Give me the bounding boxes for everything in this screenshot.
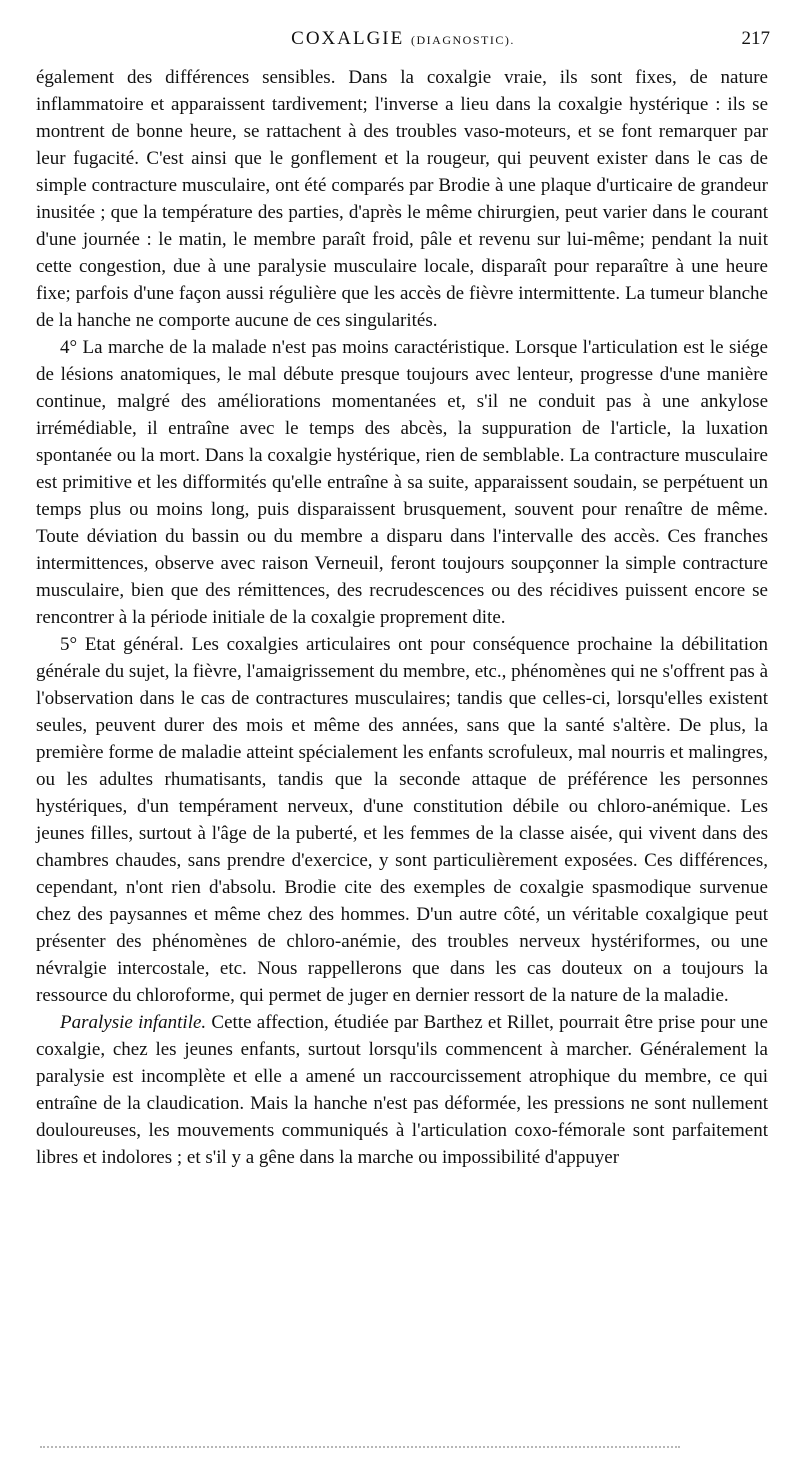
paragraph-paralysie-infantile xyxy=(36,1009,768,1171)
running-title-main: COXALGIE xyxy=(291,28,405,49)
paragraph-point-4-number: 4° xyxy=(60,337,83,358)
paragraph-continuation-text: également des différences sensibles. Dans la coxalgie vraie, ils sont fixes, de nature inflammatoire et apparaissent tardivement; l'inverse a lieu dans la coxalgie hystérique : ils se montrent de bonne heure, se rattachent à des troubles vaso-moteurs, et se font remarquer par leur fugacité. C'est ainsi que le gonflement et la rougeur, qui peuvent exister dans le cas de simple contracture musculaire, ont été comparés par Brodie à une plaque d'urticaire de grandeur inusitée ; que la température des parties, d'après le même chirurgien, peut varier dans le courant d'une journée : le matin, le membre paraît froid, pâle et revenu sur lui-même; pendant la nuit cette congestion, due à une paralysie musculaire locale, disparaît pour reparaître à une heure fixe; parfois d'une façon aussi régulière que les accès de fièvre intermittente. La tumeur blanche de la hanche ne comporte aucune de ces singularités. xyxy=(36,67,768,331)
running-title-subtitle: (DIAGNOSTIC). xyxy=(411,33,515,47)
running-title xyxy=(36,28,770,50)
section-heading-paralysie-infantile: Paralysie infantile. xyxy=(60,1012,207,1033)
paragraph-continuation xyxy=(36,64,768,334)
paragraph-point-5 xyxy=(36,631,768,1009)
running-header xyxy=(36,28,770,58)
paragraph-point-4-text: La marche de la malade n'est pas moins caractéristique. Lorsque l'articulation est le siége de lésions anatomiques, le mal débute presque toujours avec lenteur, progresse d'une manière continue, malgré des améliorations momentanées et, s'il ne conduit pas à une ankylose irrémédiable, il entraîne avec le temps des abcès, la suppuration de l'article, la luxation spontanée ou la mort. Dans la coxalgie hystérique, rien de semblable. La contracture musculaire est primitive et les difformités qu'elle entraîne à sa suite, apparaissent soudain, se perpétuent un temps plus ou moins long, puis disparaissent brusquement, souvent pour renaître de même. Toute déviation du bassin ou du membre a disparu dans l'intervalle des accès. Ces franches intermittences, observe avec raison Verneuil, feront toujours soupçonner la simple contracture musculaire, bien que des rémittences, des recrudescences ou des récidives puissent encore se rencontrer à la période initiale de la coxalgie proprement dite. xyxy=(36,337,768,628)
body-text xyxy=(36,64,768,1171)
paragraph-paralysie-infantile-text: Cette affection, étudiée par Barthez et Rillet, pourrait être prise pour une coxalgie, chez les jeunes enfants, surtout lorsqu'ils commencent à marcher. Généralement la paralysie est incomplète et elle a amené un raccourcissement atrophique du membre, ce qui entraîne de la claudication. Mais la hanche n'est pas déformée, les pressions ne sont nullement douloureuses, les mouvements communiqués à l'articulation coxo-fémorale sont parfaitement libres et indolores ; et s'il y a gêne dans la marche ou impossibilité d'appuyer xyxy=(36,1012,768,1168)
paragraph-point-4 xyxy=(36,334,768,631)
paragraph-point-5-number: 5° xyxy=(60,634,85,655)
page-number: 217 xyxy=(741,28,770,49)
scan-artifact-dots xyxy=(40,1438,680,1448)
paragraph-point-5-text: Etat général. Les coxalgies articulaires ont pour conséquence prochaine la débilitation générale du sujet, la fièvre, l'amaigrissement du membre, etc., phénomènes qui ne s'offrent pas à l'observation dans le cas de contractures musculaires; tandis que celles-ci, lorsqu'elles existent seules, peuvent durer des mois et même des années, sans que la santé s'altère. De plus, la première forme de maladie atteint spécialement les enfants scrofuleux, mal nourris et malingres, ou les adultes rhumatisants, tandis que la seconde attaque de préférence les personnes hystériques, d'un tempérament nerveux, d'une constitution débile ou chloro-anémique. Les jeunes filles, surtout à l'âge de la puberté, et les femmes de la classe aisée, qui vivent dans des chambres chaudes, sans prendre d'exercice, y sont particulièrement exposées. Ces différences, cependant, n'ont rien d'absolu. Brodie cite des exemples de coxalgie spasmodique survenue chez des paysannes et même chez des hommes. D'un autre côté, un véritable coxalgique peut présenter des phénomènes de chloro-anémie, des troubles nerveux hystériformes, ou une névralgie intercostale, etc. Nous rappellerons que dans les cas douteux on a toujours la ressource du chloroforme, qui permet de juger en dernier ressort de la nature de la maladie. xyxy=(36,634,768,1006)
running-title-subtitle-text: DIAGNOSTIC xyxy=(416,33,505,47)
